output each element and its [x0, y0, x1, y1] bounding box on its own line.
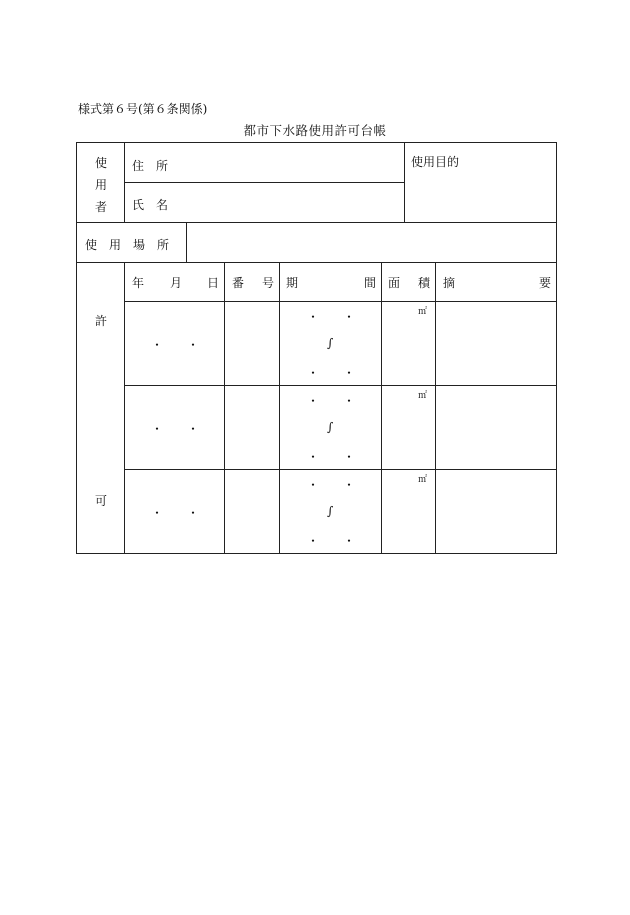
date-dots: ・ ・ — [151, 338, 200, 352]
period-end-dots: ・ ・ — [307, 366, 356, 380]
user-label-char: 使 — [95, 156, 108, 170]
period-start-dots: ・ ・ — [307, 394, 356, 408]
header-summary: 要 — [539, 276, 552, 290]
period-start-dots: ・ ・ — [307, 478, 356, 492]
rule-area — [435, 262, 436, 554]
rule-purpose — [404, 143, 405, 222]
period-tilde: ∫ — [327, 420, 334, 434]
header-area: 面 — [388, 276, 401, 290]
period-end-dots: ・ ・ — [307, 534, 356, 548]
register-title: 都市下水路使用許可台帳 — [243, 123, 387, 138]
form-number: 様式第６号(第６条関係) — [78, 102, 208, 116]
user-label-char: 用 — [95, 178, 108, 192]
period-tilde: ∫ — [327, 336, 334, 350]
area-unit: ㎡ — [418, 307, 428, 317]
rule-permit-label — [124, 262, 125, 554]
rule-number — [279, 262, 280, 554]
period-end-dots: ・ ・ — [307, 450, 356, 464]
header-month: 月 — [170, 276, 183, 290]
rule-location-permit — [77, 262, 557, 263]
period-start-dots: ・ ・ — [307, 310, 356, 324]
rule-header — [124, 301, 557, 302]
area-unit: ㎡ — [418, 391, 428, 401]
purpose-label: 使用目的 — [411, 155, 460, 169]
rule-address-name — [124, 182, 404, 183]
header-period: 期 — [286, 276, 299, 290]
rule-row-1 — [124, 385, 557, 386]
header-number: 番 — [232, 276, 245, 290]
header-day: 日 — [207, 276, 220, 290]
rule-period — [381, 262, 382, 554]
area-unit: ㎡ — [418, 475, 428, 485]
date-dots: ・ ・ — [151, 506, 200, 520]
header-period: 間 — [364, 276, 377, 290]
date-dots: ・ ・ — [151, 422, 200, 436]
header-summary: 摘 — [443, 276, 456, 290]
rule-location-label — [186, 222, 187, 262]
period-tilde: ∫ — [327, 504, 334, 518]
rule-user-location — [77, 222, 557, 223]
register-table — [76, 142, 557, 554]
header-number: 号 — [262, 276, 275, 290]
location-label: 使 用 場 所 — [85, 238, 170, 252]
header-year: 年 — [132, 276, 145, 290]
permit-label-char: 可 — [95, 494, 108, 508]
rule-row-2 — [124, 469, 557, 470]
rule-date — [224, 262, 225, 554]
address-label: 住 所 — [132, 159, 169, 173]
rule-user-label — [124, 143, 125, 222]
permit-label-char: 許 — [95, 314, 108, 328]
user-label-char: 者 — [95, 200, 108, 214]
header-area: 積 — [418, 276, 431, 290]
name-label: 氏 名 — [132, 198, 169, 212]
